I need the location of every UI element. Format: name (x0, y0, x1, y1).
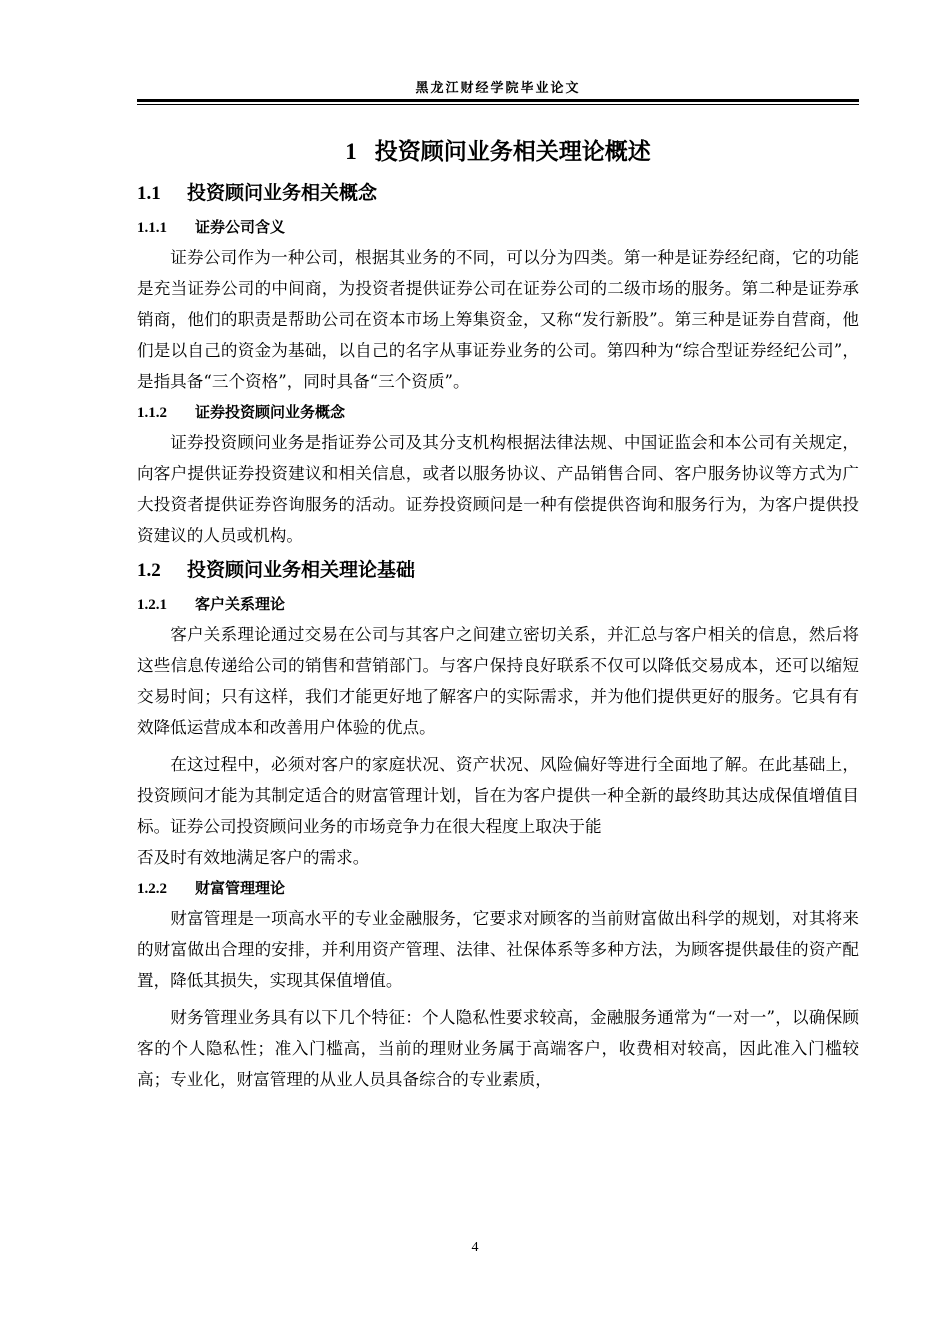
section-heading (137, 174, 859, 212)
body-paragraph: 证券投资顾问业务是指证券公司及其分支机构根据法律法规、中国证监会和本公司有关规定，向客户提供证券投资建议和相关信息，或者以服务协议、产品销售合同、客户服务协议等方式为广大投资者提供证券咨询服务的活动。证券投资顾问是一种有偿提供咨询和服务行为，为客户提供投资建议的人员或机构。 (137, 433, 859, 545)
page-body (137, 130, 859, 1095)
chapter-number: 1 (345, 139, 357, 164)
body-paragraph: 证券公司作为一种公司，根据其业务的不同，可以分为四类。第一种是证券经纪商，它的功能是充当证券公司的中间商，为投资者提供证券公司在证券公司的二级市场的服务。第二种是证券承销商，他们的职责是帮助公司在资本市场上筹集资金，又称“发行新股”。第三种是证券自营商，他们是以自己的资金为基础，以自己的名字从事证券业务的公司。第四种为“综合型证券经纪公司”，是指具备“三个资格”，同时具备“三个资质”。 (137, 248, 859, 391)
section-title: 投资顾问业务相关概念 (187, 182, 378, 204)
section-heading (137, 551, 859, 589)
body-paragraph: 否及时有效地满足客户的需求。 (137, 848, 370, 867)
section-number: 1.1 (137, 183, 161, 204)
chapter-heading (137, 130, 859, 174)
subsection-number: 1.1.1 (137, 220, 167, 236)
subsection-heading (137, 873, 859, 903)
page-number: 4 (471, 1240, 479, 1255)
chapter-title: 投资顾问业务相关理论概述 (374, 139, 651, 165)
subsection-number: 1.2.1 (137, 597, 167, 613)
subsection-title: 客户关系理论 (195, 595, 286, 613)
header-rule-thin (137, 104, 859, 105)
subsection-heading (137, 589, 859, 619)
header-rule-thick (137, 99, 859, 102)
running-header: 黑龙江财经学院毕业论文 (415, 81, 581, 96)
body-paragraph: 财务管理业务具有以下几个特征：个人隐私性要求较高，金融服务通常为“一对一”，以确保顾客的个人隐私性；准入门槛高，当前的理财业务属于高端客户，收费相对较高，因此准入门槛较高；专业化，财富管理的从业人员具备综合的专业素质， (137, 1008, 859, 1089)
subsection-heading (137, 397, 859, 427)
subsection-number: 1.1.2 (137, 405, 167, 421)
subsection-number: 1.2.2 (137, 881, 167, 897)
section-number: 1.2 (137, 560, 161, 581)
subsection-title: 证券投资顾问业务概念 (195, 403, 346, 421)
body-paragraph: 财富管理是一项高水平的专业金融服务，它要求对顾客的当前财富做出科学的规划，对其将来的财富做出合理的安排，并利用资产管理、法律、社保体系等多种方法，为顾客提供最佳的资产配置，降低其损失，实现其保值增值。 (137, 909, 859, 990)
body-paragraph: 在这过程中，必须对客户的家庭状况、资产状况、风险偏好等进行全面地了解。在此基础上，投资顾问才能为其制定适合的财富管理计划，旨在为客户提供一种全新的最终助其达成保值增值目标。证券公司投资顾问业务的市场竞争力在很大程度上取决于能 (137, 755, 859, 836)
section-title: 投资顾问业务相关理论基础 (187, 559, 416, 581)
body-paragraph: 客户关系理论通过交易在公司与其客户之间建立密切关系，并汇总与客户相关的信息，然后将这些信息传递给公司的销售和营销部门。与客户保持良好联系不仅可以降低交易成本，还可以缩短交易时间；只有这样，我们才能更好地了解客户的实际需求，并为他们提供更好的服务。它具有有效降低运营成本和改善用户体验的优点。 (137, 625, 859, 737)
subsection-title: 证券公司含义 (195, 218, 286, 236)
subsection-heading (137, 212, 859, 242)
subsection-title: 财富管理理论 (195, 879, 286, 897)
